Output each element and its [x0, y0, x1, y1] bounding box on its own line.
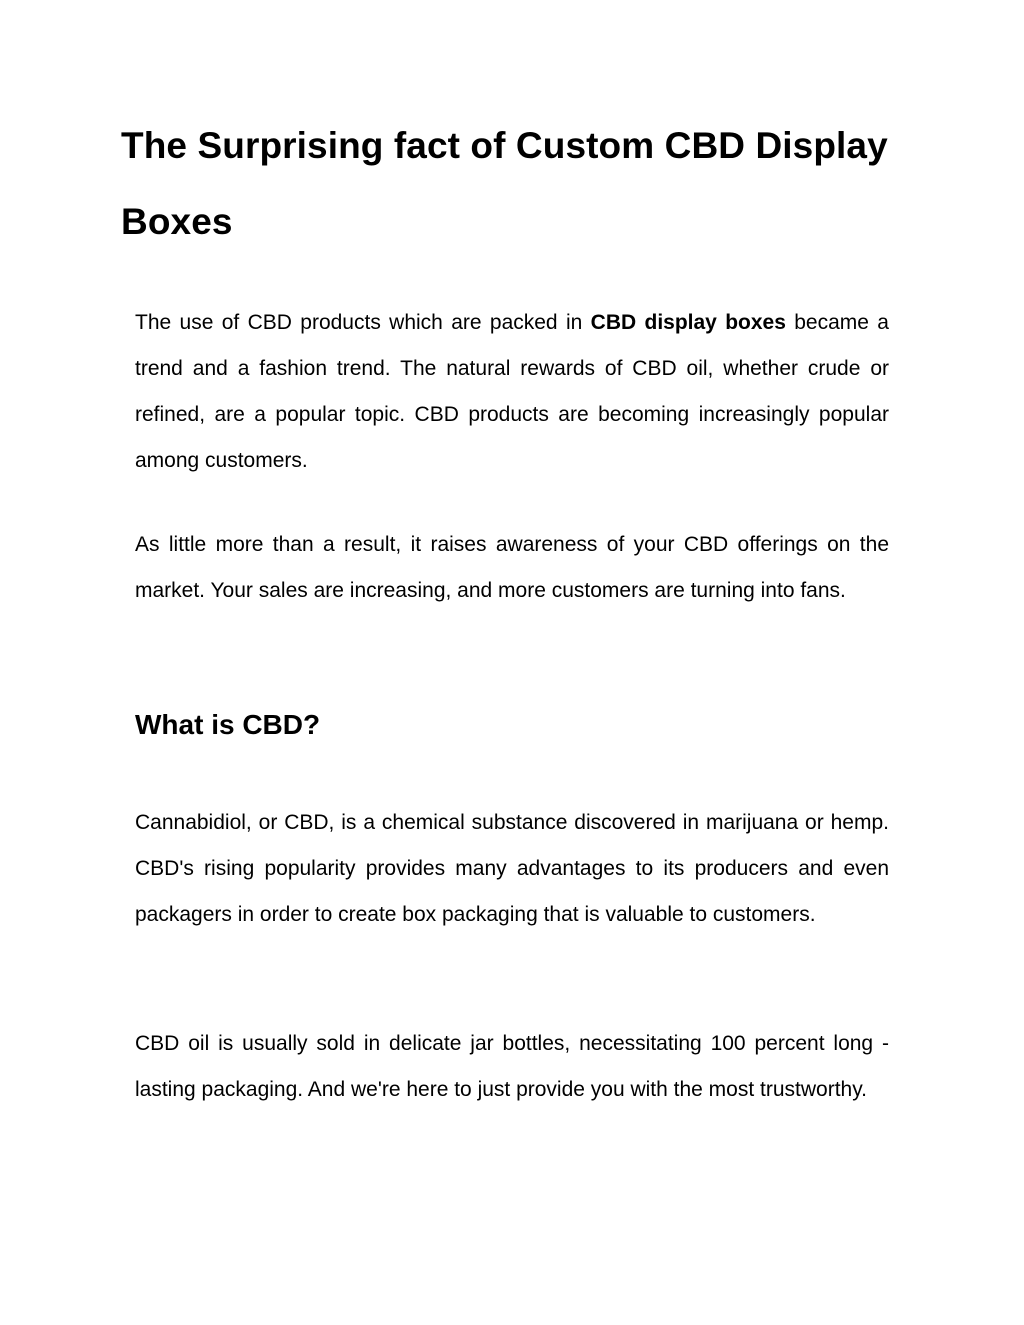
packaging-paragraph: CBD oil is usually sold in delicate jar bottles, necessitating 100 percent long - lasting packaging. And we're here to just provide you with the most trustworthy.	[135, 1032, 889, 1101]
document-title: The Surprising fact of Custom CBD Display Boxes	[121, 125, 888, 242]
section-heading: What is CBD?	[135, 709, 321, 740]
intro-bold-phrase: CBD display boxes	[590, 311, 786, 334]
cannabidiol-paragraph: Cannabidiol, or CBD, is a chemical substance discovered in marijuana or hemp. CBD's rising popularity provides many advantages to its producers and even packagers in order to create box packaging that is valuable to customers.	[135, 811, 889, 926]
intro-text-end: became a trend and a fashion trend. The natural rewards of CBD oil, whether crude or refined, are a popular topic. CBD products are becoming increasingly popular among customers.	[135, 311, 889, 472]
awareness-paragraph: As little more than a result, it raises awareness of your CBD offerings on the market. Your sales are increasing, and more customers are turning into fans.	[135, 533, 889, 602]
intro-paragraph	[135, 300, 889, 484]
intro-text-start: The use of CBD products which are packed in	[135, 311, 591, 334]
